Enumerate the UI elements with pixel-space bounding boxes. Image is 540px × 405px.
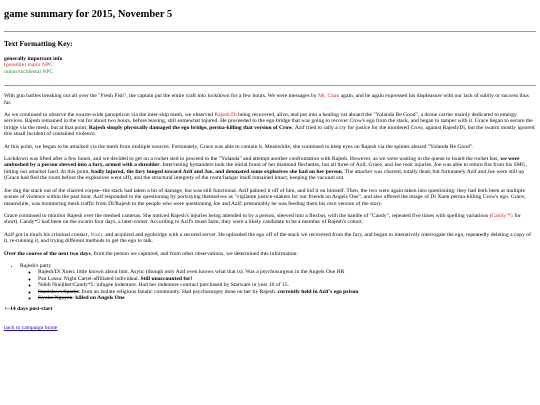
party-members (20, 269, 536, 301)
list-item: ◦ Pau Lossa: Night Cartel-affiliated individual. Still unaccounted for! (38, 276, 536, 282)
list-item: • Rajesh's party ◦ Rajesh/Di Xuen: little known about him. Async (though only Azif even knows what that is). Was a psychosurgeon in the Angels One HR ◦ Pau Lossa: Night Cartel-affiliated individual. Still unaccounted for! ◦ Ndidi Nnejiber/Candy*5: infugee indenture. Had her indenture contract purchased by Starware in year 10 of 15. ◦ Stanislaws Sparks: from an isolate religious fanatic community. Had psychosurgey done on her by Rajesh. currently held in Azif's ego prison ◦ Kyoko Nguyen: killed on Angels One (20, 263, 536, 301)
back-to-campaign-home-link[interactable]: back to campaign home (4, 324, 58, 331)
npc-major: Mr. Chan (318, 93, 340, 100)
paragraph-6: Grace continued to monitor Rajesh over the meshed cameras. She noticed Rajesh's injuries being attended to by a person, sleeved into a flexbot, with the handle of "Candy", repeated five times with spelling variations (Candy *5 for short). Candy*5 had been on the swarm four days, a later-comer. According to Azif's muse farm, they were a likely candidate to be a member of Rajesh's cohort. (4, 212, 521, 226)
list-item: ◦ Ndidi Nnejiber/Candy*5: infugee indenture. Had her indenture contract purchased by Starware in year 10 of 15. (38, 282, 536, 288)
paragraph-4: Lockdown was lifted after a few hours, and we decided to get on a rocket sled to proceed to the "Yolanda" and attempt another confrontation with Rajesh. However, as we were waiting in the queue to board the rocket bus, we were ambushed by a person sleeved into a fury, armed with a shredder. Intervening bystanders took the initial brunt of her diamond flechettes, but all three of Azif, Grace, and Joe took injuries. Joe was able to return fire from his SMG, hitting our attacker hard. At this point, badly injured, the fury lunged toward Azif and Joe, and detonated some explosives she had on her person. The attacker was charred, totally dead, but fortunately Azif and Joe were still up (Grace had fled the room before the explosives went off), and the structural integrety of the room/hangar itself remained intact, keeping the vacuum out. (4, 156, 527, 182)
list-item: ◦ Kyoko Nguyen: killed on Angels One (38, 295, 536, 301)
paragraph-5: Joe dug the stack out of the charred corpse--the stack had taken a bit of damage, but was still functional. Azif palmed it off of him, and hid it on himself. Then, the two were again taken into questioning: they had both been at multiple scenes of violence within the past hour. Azif responded to the questioning by portraying themselves as "vigilante justice-makers for our friends on Angels One", and also offered the image of Di Xuen perma-killing Crow's ego. Grace, meanwhile, was monitoring mesh traffic from Di/Rajesh to the people who were questioning Joe and Azif; presumably he was feeding them his own version of the story. (4, 187, 526, 207)
key-heading: Text Formatting Key: (4, 39, 73, 48)
struck-name: Stanislaws Sparks (38, 288, 79, 295)
divider-top (4, 31, 536, 32)
important-text: killed on Angels One (75, 294, 125, 301)
paragraph-2: As we continued to observe the swarm-wide panopticon via the inter-ship mesh, we observed Rajesh/Di being recovered, alive, and put into a healing vat aboard the "Yolanda Be Good", a drone carrier mainly dedicated to emergy services. Rajesh remained in the vat for about two hours, before leaving, still somewhat injured. He proceeded to the ego bridge that was going to recover Crow's ego from the stack, and began to tamper with it. Grace began to secure the bridge via the mesh, but at that point, Rajesh simply physically damaged the ego bridge, perma-killing that version of Crow. Azif tried to rally a cry for justice for the murdered Crow, against Rajesh/Di, but the swarm mostly ignored this small incident of contained violence. (4, 112, 535, 138)
paragraph-8: Over the course of the next two days, from the person we captured, and from other observations, we determined this information: (4, 250, 298, 257)
key-minor-npc: minor/incidental NPC (4, 68, 54, 75)
page-title: game summary for 2015, November 5 (4, 9, 173, 20)
important-text: Still unaccounted for! (140, 275, 193, 282)
party-list (4, 263, 536, 301)
important-text: badly injured, the fury lunged toward Azif and Joe, and detonated some explosives she had on her person (91, 168, 342, 175)
npc-major: Rajesh/Di (214, 112, 237, 119)
important-text: Rajesh simply physically damaged the ego bridge, perma-killing that version of Crow (88, 124, 293, 131)
paragraph-3: At this point, we began to be attacked via the mesh from multiple sources. Fortunately, Grace was able to contain it. Meanwhile, she continued to keep eyes on Rajesh via the spimes aboard "Yolanda Be Good". (4, 143, 474, 150)
important-text: Over the course of the next two days (4, 250, 91, 257)
npc-major: Candy *5 (491, 212, 514, 219)
struck-name: Kyoko Nguyen (38, 294, 73, 301)
important-text: currently held in Azif's ego prison (277, 288, 359, 295)
key-important: generally important info (4, 56, 63, 62)
paragraph-7: Azif got in touch his criminal contact, Nasir, and acquired and egobridge with a secured server. He uploaded the ego off of the stack we recovered from the fury, and began to interatively interrogate the ego, repeatedly deleting a copy of it, re-running it, and trying different methods to get the ego to talk. (4, 231, 531, 245)
list-item: ◦ Stanislaws Sparks: from an isolate religious fanatic community. Had psychosurgey done on her by Rajesh. currently held in Azif's ego prison (38, 289, 536, 295)
post-start-note: +~14 days post-start (4, 306, 53, 313)
key-major-npc: (possible) major NPC (4, 62, 53, 69)
list-item: ◦ Rajesh/Di Xuen: little known about him. Async (though only Azif even knows what that is). Was a psychosurgeon in the Angels One HR (38, 269, 536, 275)
paragraph-1: With gun battles breaking out all over the "Fresh Fish", the captain put the entire craft into lockdown for a few hours. We were messages by Mr. Chan again, and he again expressed his displeasure with our lack of subtly or success thus far. (4, 93, 529, 106)
npc-minor: Nasir (90, 231, 103, 238)
divider-middle (4, 85, 536, 86)
formatting-key (4, 39, 536, 75)
important-text: we were ambushed by a person sleeved into a fury, armed with a shredder (4, 156, 520, 169)
